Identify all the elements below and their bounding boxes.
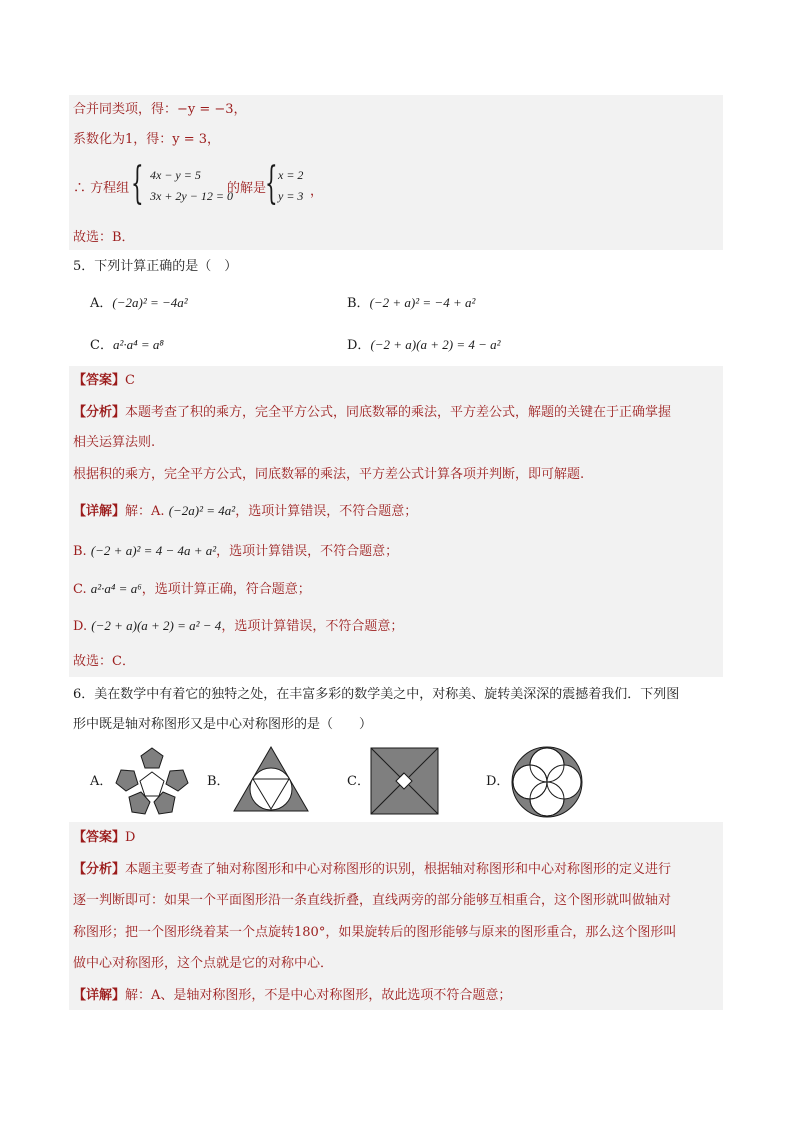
q6-detail-text-1: 解：A、是轴对称图形，不是中心对称图形，故此选项不符合题意；: [125, 988, 512, 1003]
q5-option-c-expr: a²·a⁴ = a⁸: [112, 337, 164, 352]
q5-detail-a-prefix: 解：A.: [125, 504, 165, 519]
prev-line-1: 合并同类项，得：−y = −3，: [73, 102, 247, 117]
q6-analysis-2: 逐一判断即可：如果一个平面图形沿一条直线折叠，直线两旁的部分能够互相重合，这个图形就叫做轴对: [73, 893, 672, 908]
q6-analysis-4: 做中心对称图形，这个点就是它的对称中心．: [73, 956, 334, 971]
q6-solution-block: [69, 822, 723, 1010]
q6-option-d-letter: D．: [486, 774, 510, 789]
q5-detail-b-prefix: B.: [73, 544, 87, 559]
q5-option-b-letter: B．: [347, 296, 370, 311]
q6-answer-tag: 【答案】: [73, 830, 126, 845]
system-eq-1: 4x − y = 5: [150, 168, 201, 182]
q5-answer-value: C: [125, 373, 135, 388]
q5-detail-b: [73, 542, 398, 561]
q5-analysis-3: 根据积的乘方，完全平方公式，同底数幂的乘法，平方差公式计算各项并判断，即可解题.: [73, 467, 585, 482]
q5-answer: [73, 372, 135, 390]
q5-detail-tag: 【详解】: [73, 504, 126, 519]
q5-detail-c-text: ，选项计算正确，符合题意；: [141, 582, 311, 597]
system-brace: {: [131, 158, 144, 209]
q6-analysis-tag: 【分析】: [73, 862, 126, 877]
q5-detail-c-expr: a²·a⁴ = a⁶: [90, 581, 142, 596]
q6-option-a-letter: A．: [90, 774, 113, 789]
system-eq-2: 3x + 2y − 12 = 0: [150, 189, 233, 203]
prev-line-2: 系数化为1，得：y = 3，: [73, 132, 221, 147]
solution-end: ，: [310, 184, 324, 199]
q5-option-a-letter: A．: [90, 296, 113, 311]
q5-option-c: [90, 336, 164, 355]
q5-option-a: [90, 294, 188, 313]
q6-analysis-3: 称图形；把一个图形绕着某一个点旋转180°，如果旋转后的图形能够与原来的图形重合，那么这个图形叫: [73, 925, 677, 940]
q5-analysis-1: [73, 404, 671, 422]
solution-x: x = 2: [278, 168, 304, 182]
solution-mid: 的解是: [227, 181, 267, 196]
q6-analysis-text-1: 本题主要考查了轴对称图形和中心对称图形的识别，根据轴对称图形和中心对称图形的定义进行: [125, 862, 672, 877]
q5-option-a-expr: (−2a)² = −4a²: [112, 295, 188, 310]
q5-choice: 故选：C．: [73, 654, 135, 669]
q6-option-c-letter: C．: [347, 774, 370, 789]
q5-detail-d: [73, 617, 403, 636]
q6-answer: [73, 829, 135, 847]
q5-detail-b-text: ，选项计算错误，不符合题意；: [216, 544, 399, 559]
triangle-circle-figure: [232, 745, 310, 813]
prev-choice: 故选：B．: [73, 230, 135, 245]
q5-option-b: [347, 294, 475, 313]
q5-option-d-letter: D．: [347, 338, 371, 353]
q5-detail-d-prefix: D.: [73, 619, 88, 634]
solution-brace: {: [265, 158, 278, 209]
q5-option-d-expr: (−2 + a)(a + 2) = 4 − a²: [370, 337, 501, 352]
q6-detail-tag: 【详解】: [73, 988, 126, 1003]
q5-detail-a-text: ，选项计算错误，不符合题意；: [235, 504, 418, 519]
q5-detail-c-prefix: C.: [73, 582, 87, 597]
q5-detail-a: [73, 502, 417, 521]
pentagon-ring-figure: [112, 746, 192, 818]
four-petal-circle-figure: [510, 745, 584, 819]
q6-stem-1: 6．美在数学中有着它的独特之处，在丰富多彩的数学美之中，对称美、旋转美深深的震撼着我们．下列图: [73, 687, 680, 702]
q5-analysis-tag: 【分析】: [73, 405, 126, 420]
q5-detail-b-expr: (−2 + a)² = 4 − 4a + a²: [90, 543, 217, 558]
q6-option-b-letter: B．: [207, 774, 230, 789]
q5-analysis-text-1: 本题考查了积的乘方，完全平方公式，同底数幂的乘法，平方差公式，解题的关键在于正确掌握: [125, 405, 672, 420]
q5-answer-tag: 【答案】: [73, 373, 126, 388]
system-prefix: ∴ 方程组: [73, 181, 130, 196]
q5-option-b-expr: (−2 + a)² = −4 + a²: [369, 295, 476, 310]
pinwheel-square-figure: [370, 747, 440, 815]
solution-y: y = 3: [278, 189, 304, 203]
q5-analysis-2: 相关运算法则.: [73, 435, 156, 450]
q5-option-d: [347, 336, 501, 355]
q5-detail-c: [73, 580, 311, 599]
q6-stem-2: 形中既是轴对称图形又是中心对称图形的是（ ）: [73, 717, 373, 732]
q5-option-c-letter: C．: [90, 338, 113, 353]
q6-analysis-1: [73, 861, 671, 879]
q6-answer-value: D: [125, 830, 136, 845]
q5-detail-d-expr: (−2 + a)(a + 2) = a² − 4: [91, 618, 222, 633]
q5-stem: 5．下列计算正确的是（ ）: [73, 259, 238, 274]
q5-detail-d-text: ，选项计算错误，不符合题意；: [221, 619, 404, 634]
q6-detail-1: [73, 987, 511, 1005]
q5-detail-a-expr: (−2a)² = 4a²: [168, 503, 236, 518]
